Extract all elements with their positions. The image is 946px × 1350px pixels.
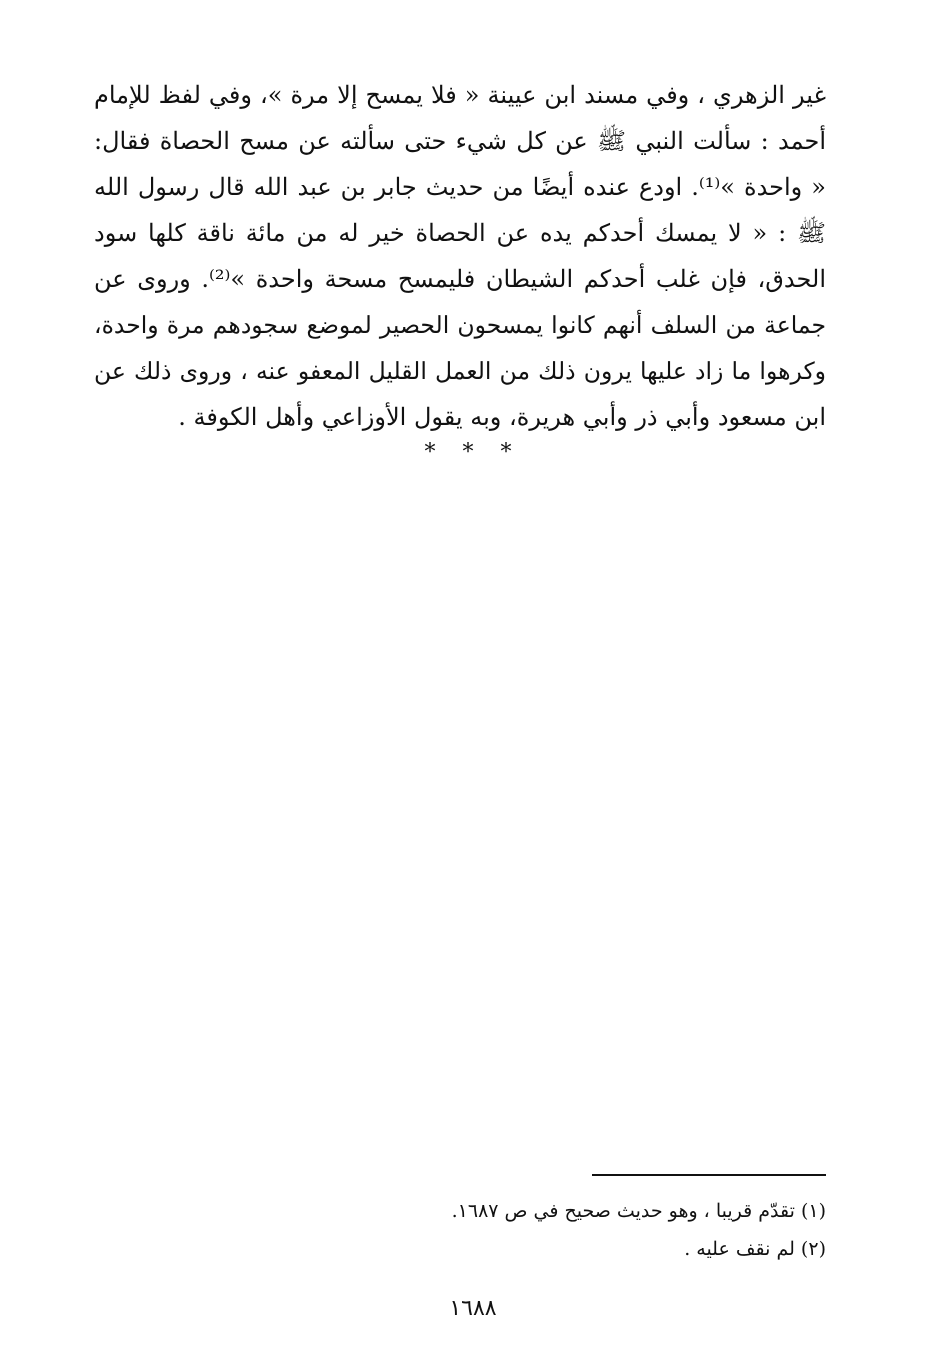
footnote-2: (٢) لم نقف عليه .: [684, 1238, 826, 1260]
text-line: « واحدة »⁽¹⁾. اودع عنده أيضًا من حديث جابر بن عبد الله قال رسول الله: [94, 173, 826, 201]
text-line: وكرهوا ما زاد عليها يرون ذلك من العمل القليل المعفو عنه ، وروى ذلك عن: [94, 357, 826, 385]
footnote-divider: [592, 1174, 826, 1176]
footnote-1: (١) تقدّم قريبا ، وهو حديث صحيح في ص ١٦٨٧.: [451, 1200, 826, 1222]
text-line: أحمد : سألت النبي ﷺ عن كل شيء حتى سألته عن مسح الحصاة فقال:: [94, 127, 826, 155]
footnotes: [300, 1192, 826, 1268]
text-line: ابن مسعود وأبي ذر وأبي هريرة، وبه يقول الأوزاعي وأهل الكوفة .: [178, 403, 826, 431]
text-line: ﷺ : « لا يمسك أحدكم يده عن الحصاة خير له من مائة ناقة كلها سود: [94, 219, 826, 247]
text-line: الحدق، فإن غلب أحدكم الشيطان فليمسح مسحة واحدة »⁽²⁾. وروى عن: [94, 265, 826, 293]
main-text: [94, 72, 826, 440]
text-line: جماعة من السلف أنهم كانوا يمسحون الحصير لموضع سجودهم مرة واحدة،: [94, 311, 826, 339]
section-separator: * * *: [424, 440, 522, 465]
page-number: ١٦٨٨: [449, 1296, 497, 1321]
text-line: غير الزهري ، وفي مسند ابن عيينة « فلا يمسح إلا مرة »، وفي لفظ للإمام: [94, 81, 826, 109]
